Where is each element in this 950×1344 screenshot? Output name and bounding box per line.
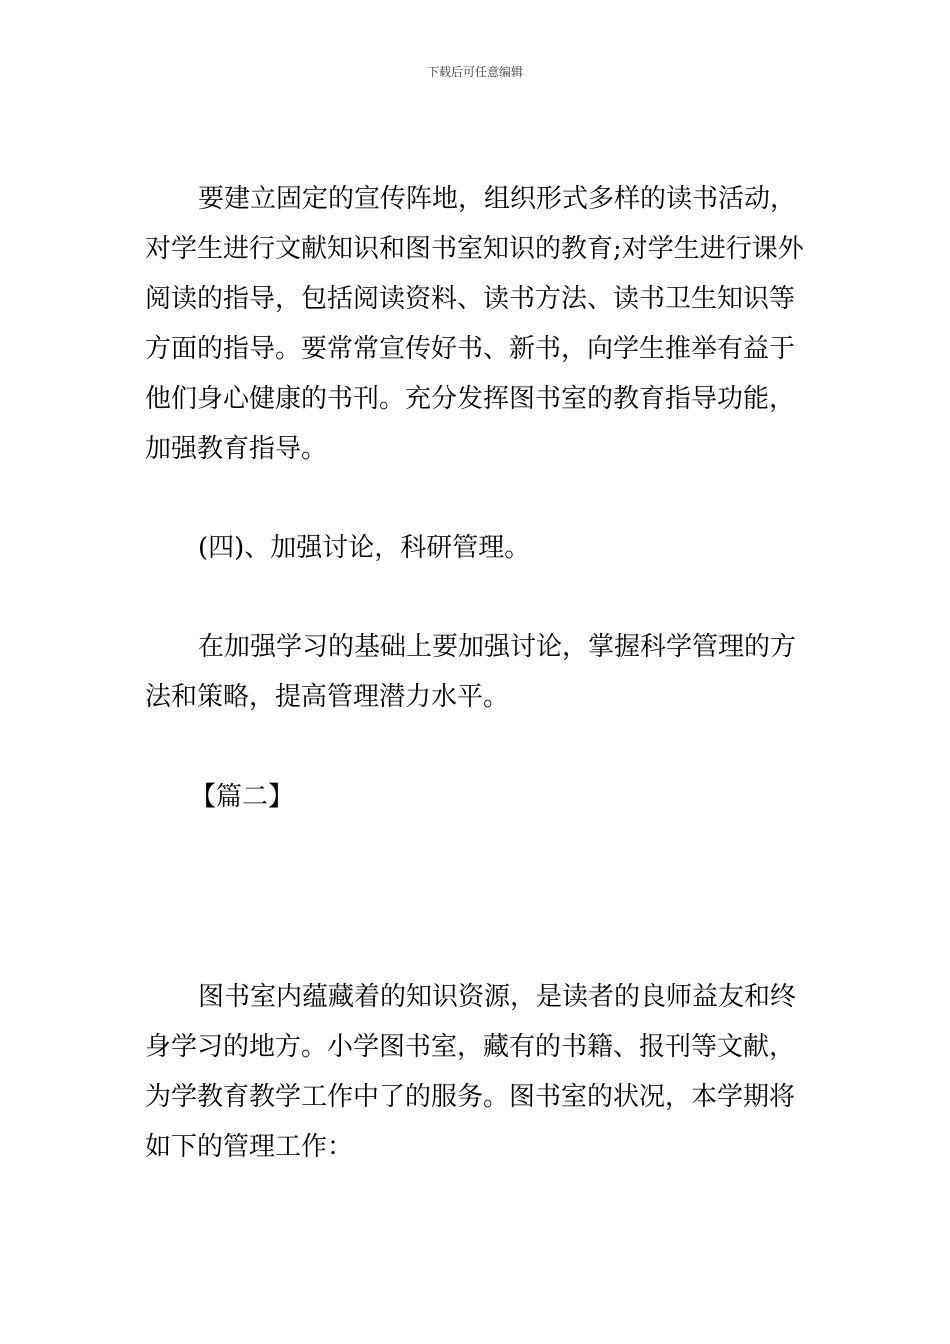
paragraph-line: 图书室内蕴藏着的知识资源，是读者的良师益友和终 <box>198 982 797 1012</box>
section-heading: (四)、加强讨论，科研管理。 <box>198 533 531 563</box>
paragraph-line: 要建立固定的宣传阵地，组织形式多样的读书活动， <box>198 184 797 214</box>
paragraph-line: 阅读的指导，包括阅读资料、读书方法、读书卫生知识等 <box>145 284 796 314</box>
paragraph-line: 身学习的地方。小学图书室，藏有的书籍、报刊等文献， <box>145 1032 796 1062</box>
paragraph-line: 方面的指导。要常常宣传好书、新书，向学生推举有益于 <box>145 334 796 364</box>
paragraph-line: 他们身心健康的书刊。充分发挥图书室的教育指导功能， <box>145 384 796 414</box>
paragraph-line: 如下的管理工作： <box>145 1132 354 1162</box>
paragraph-line: 在加强学习的基础上要加强讨论，掌握科学管理的方 <box>198 632 797 662</box>
paragraph-line: 对学生进行文献知识和图书室知识的教育;对学生进行课外 <box>145 234 804 264</box>
paragraph-line: 加强教育指导。 <box>145 434 328 464</box>
paragraph-line: 法和策略，提高管理潜力水平。 <box>145 682 510 712</box>
page-header: 下载后可任意编辑 <box>426 65 523 79</box>
part-title: 【篇二】 <box>190 782 295 812</box>
paragraph-line: 为学教育教学工作中了的服务。图书室的状况，本学期将 <box>145 1082 796 1112</box>
